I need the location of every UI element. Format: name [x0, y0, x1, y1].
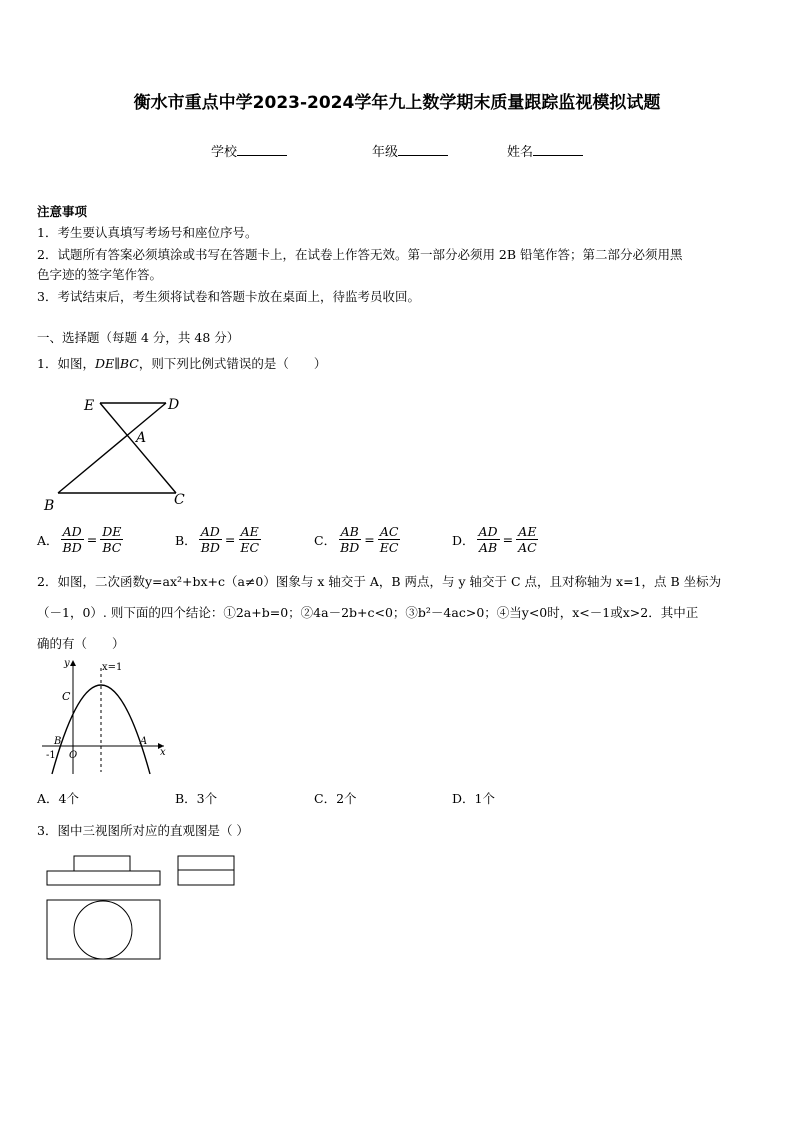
section-heading: 一、选择题（每题 4 分，共 48 分） — [37, 330, 240, 345]
q1-option-a[interactable]: A． $\frac{AD}{BD}$ = $\frac{DE}{BC}$ — [37, 524, 122, 555]
q2-option-a[interactable]: A．4个 — [37, 791, 79, 806]
label-C: C — [174, 492, 185, 508]
axis-x-label: x — [160, 747, 166, 758]
point-A-label: A — [140, 736, 148, 747]
q2-stem-line: （－1，0）. 则下面的四个结论：①2a+b=0；②4a－2b+c<0；③b²－4ac>0；④当y<0时，x<－1或x>2．其中正 — [37, 605, 699, 620]
q2-parabola-graph — [40, 656, 172, 776]
point-C-label: C — [62, 690, 71, 703]
label-D: D — [168, 397, 180, 413]
q3-three-views — [40, 850, 240, 965]
symmetry-axis-label: x=1 — [102, 662, 123, 673]
name-field[interactable] — [507, 141, 583, 160]
q2-option-d[interactable]: D．1个 — [452, 791, 495, 806]
axis-y-label: y — [64, 658, 70, 669]
q2-option-b[interactable]: B．3个 — [175, 791, 218, 806]
note-item: 1．考生要认真填写考场号和座位序号。 — [37, 225, 258, 240]
q1-option-c[interactable]: C． $\frac{AB}{BD}$ = $\frac{AC}{EC}$ — [314, 524, 399, 555]
origin-label: O — [69, 750, 78, 761]
school-blank — [237, 143, 287, 156]
grade-label: 年级 — [372, 145, 399, 160]
note-item: 3．考试结束后，考生须将试卷和答题卡放在桌面上，待监考员收回。 — [37, 289, 420, 304]
q1-stem: 1．如图，DE∥BC，则下列比例式错误的是（ ） — [37, 356, 327, 371]
notes-heading: 注意事项 — [37, 204, 88, 219]
point-B-label: B — [54, 736, 62, 747]
q1-option-d[interactable]: D． $\frac{AD}{AB}$ = $\frac{AE}{AC}$ — [452, 524, 537, 555]
q1-triangle-figure — [40, 393, 200, 515]
q2-stem-line: 2．如图，二次函数y=ax²+bx+c（a≠0）图象与 x 轴交于 A，B 两点，与 y 轴交于 C 点，且对称轴为 x=1，点 B 坐标为 — [37, 574, 722, 589]
q2-option-c[interactable]: C．2个 — [314, 791, 357, 806]
label-E: E — [84, 398, 95, 414]
grade-field[interactable] — [372, 141, 448, 160]
label-B: B — [44, 498, 55, 514]
school-label: 学校 — [211, 145, 238, 160]
page-title: 衡水市重点中学2023-2024学年九上数学期末质量跟踪监视模拟试题 — [133, 93, 661, 113]
note-item: 2．试题所有答案必须填涂或书写在答题卡上，在试卷上作答无效。第一部分必须用 2B 铅笔作答；第二部分必须用黑 — [37, 247, 683, 262]
school-field[interactable] — [211, 141, 287, 160]
q3-stem: 3．图中三视图所对应的直观图是（ ） — [37, 823, 249, 838]
grade-blank — [398, 143, 448, 156]
name-label: 姓名 — [507, 145, 534, 160]
q2-stem-line: 确的有（ ） — [37, 636, 125, 651]
label-A: A — [136, 430, 147, 446]
name-blank — [533, 143, 583, 156]
minus-one-label: -1 — [46, 750, 56, 761]
q1-option-b[interactable]: B． $\frac{AD}{BD}$ = $\frac{AE}{EC}$ — [175, 524, 260, 555]
note-item: 色字迹的签字笔作答。 — [37, 267, 163, 282]
